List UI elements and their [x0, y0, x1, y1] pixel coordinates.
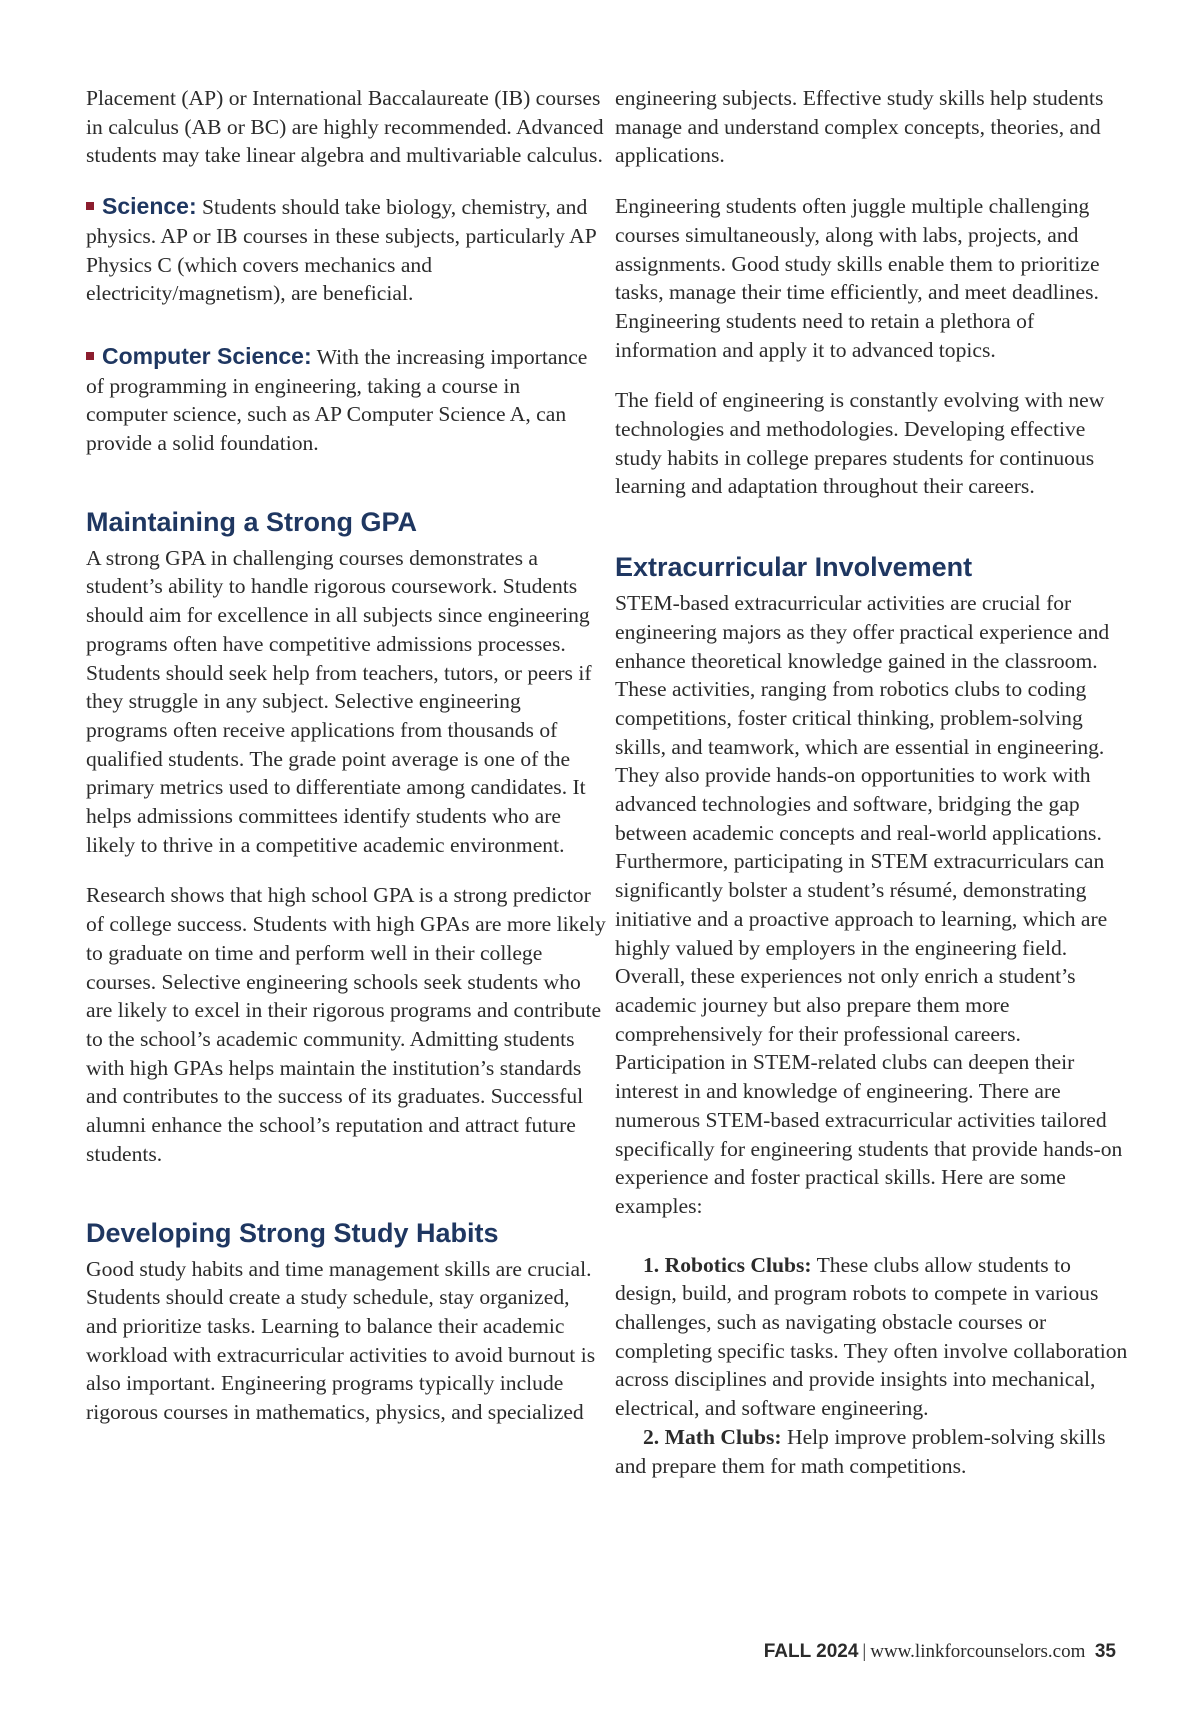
study-habits-heading: Developing Strong Study Habits	[86, 1217, 499, 1248]
left-column	[86, 84, 606, 1449]
body-paragraph: Engineering students often juggle multiple challenging courses simultaneously, along with labs, projects, and assignments. Good study skills enable them to prioritize tasks, manage their time efficiently, and meet deadlines. Engineering students need to retain a plethora of information and apply it to advanced topics.	[615, 194, 1100, 362]
gpa-paragraph: Research shows that high school GPA is a strong predictor of college success. Students with high GPAs are more likely to graduate on time and perform well in their college courses. Selective engineering schools seek students who are likely to excel in their rigorous programs and contribute to the school’s academic community. Admitting students with high GPAs helps maintain the institution’s standards and contributes to the success of its graduates. Successful alumni enhance the school’s reputation and attract future students.	[86, 883, 606, 1166]
item-number: 1.	[643, 1252, 660, 1277]
page-footer	[716, 1641, 1116, 1663]
extracurricular-heading: Extracurricular Involvement	[615, 552, 973, 583]
list-item	[615, 1251, 1130, 1423]
item-title: Robotics Clubs:	[664, 1252, 812, 1277]
footer-separator: |	[862, 1641, 867, 1662]
gpa-paragraph: A strong GPA in challenging courses demonstrates a student’s ability to handle rigorous coursework. Students should aim for excellence in all subjects since engineering programs often have competitive admissions processes. Students should seek help from teachers, tutors, or peers if they struggle in any subject. Selective engineering programs often receive applications from thousands of qualified students. The grade point average is one of the primary metrics used to differentiate among candidates. It helps admissions committees identify students who are likely to thrive in a competitive academic environment.	[86, 545, 592, 857]
item-text: Help improve problem-solving skills and prepare them for math competitions.	[615, 1424, 1106, 1478]
bullet-square-icon	[86, 352, 94, 360]
page-number: 35	[1094, 1641, 1116, 1662]
intro-paragraph: Placement (AP) or International Baccalaureate (IB) courses in calculus (AB or BC) are highly recommended. Advanced students may take linear algebra and multivariable calculus.	[86, 86, 604, 168]
item-number: 2.	[643, 1424, 660, 1449]
bullet-square-icon	[86, 202, 94, 210]
list-item	[615, 1423, 1130, 1480]
issue-label: FALL 2024	[763, 1641, 859, 1662]
bullet-label: Science:	[102, 193, 197, 220]
bullet-text: With the increasing importance of programming in engineering, taking a course in computer science, such as AP Computer Science A, can provide a solid foundation.	[86, 344, 588, 456]
bullet-text: Students should take biology, chemistry, and physics. AP or IB courses in these subjects, particularly AP Physics C (which covers mechanics and electricity/magnetism), are beneficial.	[86, 195, 596, 306]
bullet-computer-science	[86, 342, 606, 458]
gpa-heading: Maintaining a Strong GPA	[86, 506, 418, 537]
body-paragraph: engineering subjects. Effective study skills help students manage and understand complex concepts, theories, and applications.	[615, 86, 1104, 168]
right-column	[615, 84, 1130, 1480]
item-text: These clubs allow students to design, build, and program robots to compete in various challenges, such as navigating obstacle courses or completing specific tasks. They often involve collaboration across disciplines and provide insights into mechanical, electrical, and software engineering.	[615, 1252, 1128, 1421]
body-paragraph: The field of engineering is constantly evolving with new technologies and methodologies. Developing effective study habits in college prepares students for continuous learning and adaptation throughout their careers.	[615, 388, 1105, 499]
extracurricular-paragraph: STEM-based extracurricular activities are crucial for engineering majors as they offer practical experience and enhance theoretical knowledge gained in the classroom. These activities, ranging from robotics clubs to coding competitions, foster critical thinking, problem-solving skills, and teamwork, which are essential in engineering. They also provide hands-on opportunities to work with advanced technologies and software, bridging the gap between academic concepts and real-world applications. Furthermore, participating in STEM extracurriculars can significantly bolster a student’s résumé, demonstrating initiative and a proactive approach to learning, which are highly valued by employers in the engineering field. Overall, these experiences not only enrich a student’s academic journey but also prepare them more comprehensively for their professional careers. Participation in STEM-related clubs can deepen their interest in and knowledge of engineering. There are numerous STEM-based extracurricular activities tailored specifically for engineering students that provide hands-on experience and foster practical skills. Here are some examples:	[615, 591, 1123, 1218]
website-link[interactable]: www.linkforcounselors.com	[870, 1641, 1086, 1662]
item-title: Math Clubs:	[664, 1424, 782, 1449]
bullet-label: Computer Science:	[102, 342, 312, 369]
examples-list	[615, 1251, 1130, 1481]
bullet-science	[86, 192, 606, 308]
study-habits-paragraph: Good study habits and time management skills are crucial. Students should create a study schedule, stay organized, and prioritize tasks. Learning to balance their academic workload with extracurricular activities to avoid burnout is also important. Engineering programs typically include rigorous courses in mathematics, physics, and specialized	[86, 1256, 596, 1425]
